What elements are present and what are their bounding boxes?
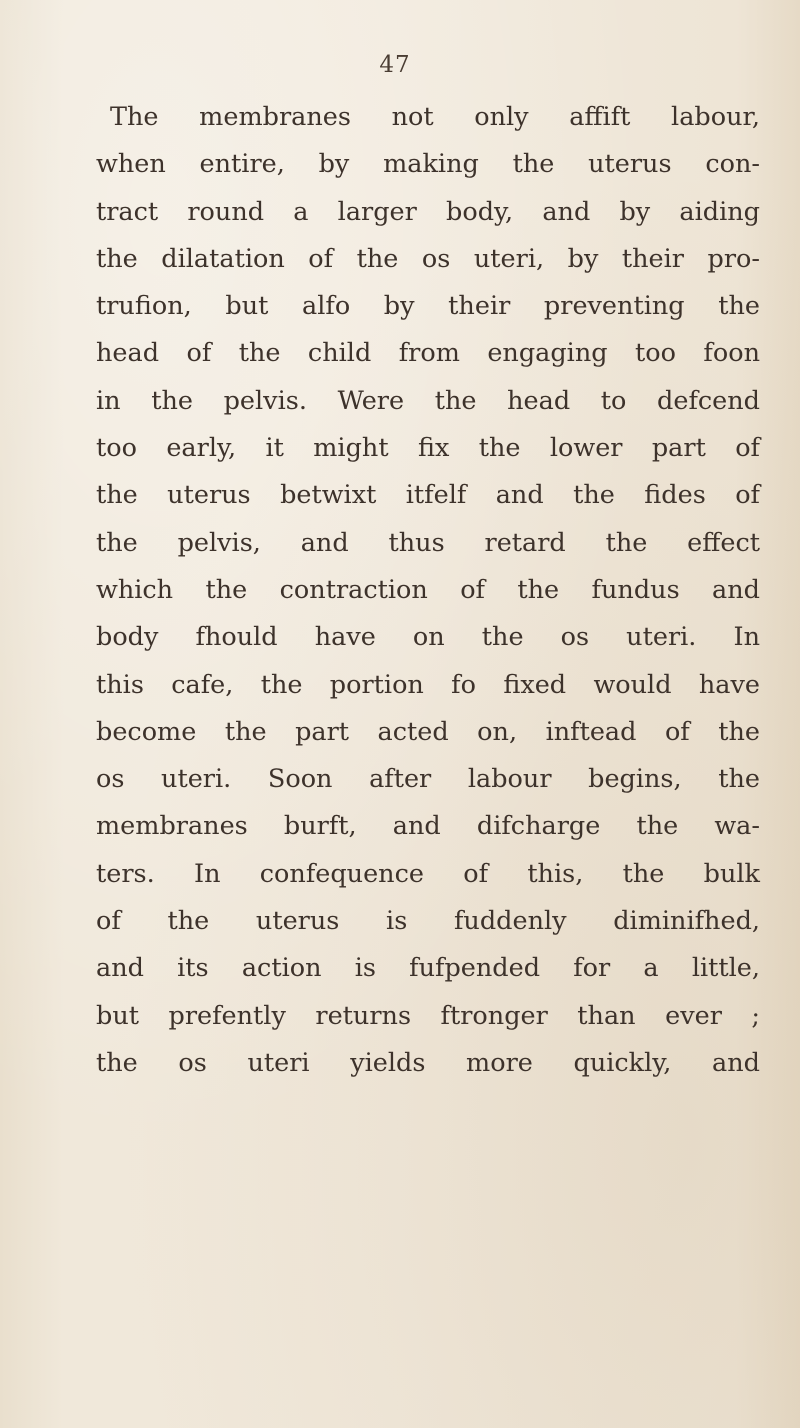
- text-line: become the part acted on, inftead of the: [96, 716, 760, 747]
- text-line: body fhould have on the os uteri. In: [96, 622, 760, 653]
- text-line: too early, it might fix the lower part of: [96, 433, 760, 464]
- text-line: which the contraction of the fundus and: [96, 574, 760, 605]
- text-line: but prefently returns ftronger than ever ;: [96, 1000, 760, 1031]
- text-line: os uteri. Soon after labour begins, the: [96, 764, 760, 795]
- text-line: the uterus betwixt itfelf and the fides of: [96, 480, 760, 511]
- text-line: the dilatation of the os uteri, by their pro-: [96, 243, 760, 274]
- body-text: [96, 94, 760, 1087]
- text-line: membranes burft, and difcharge the wa-: [96, 811, 760, 842]
- text-line: the os uteri yields more quickly, and: [96, 1047, 760, 1078]
- text-line: the pelvis, and thus retard the effect: [96, 527, 760, 558]
- text-line: The membranes not only affift labour,: [110, 102, 760, 132]
- text-line: ters. In confequence of this, the bulk: [96, 858, 760, 889]
- text-line: and its action is fufpended for a little,: [96, 953, 760, 984]
- text-line: of the uterus is fuddenly diminifhed,: [96, 906, 760, 937]
- text-line: tract round a larger body, and by aiding: [96, 196, 760, 227]
- text-line: this cafe, the portion fo fixed would have: [96, 669, 760, 700]
- text-line: in the pelvis. Were the head to defcend: [96, 385, 760, 416]
- page-number: 47: [379, 52, 411, 78]
- text-line: trufion, but alfo by their preventing the: [96, 291, 760, 322]
- text-line: when entire, by making the uterus con-: [96, 149, 760, 180]
- text-line: head of the child from engaging too foon: [96, 338, 760, 369]
